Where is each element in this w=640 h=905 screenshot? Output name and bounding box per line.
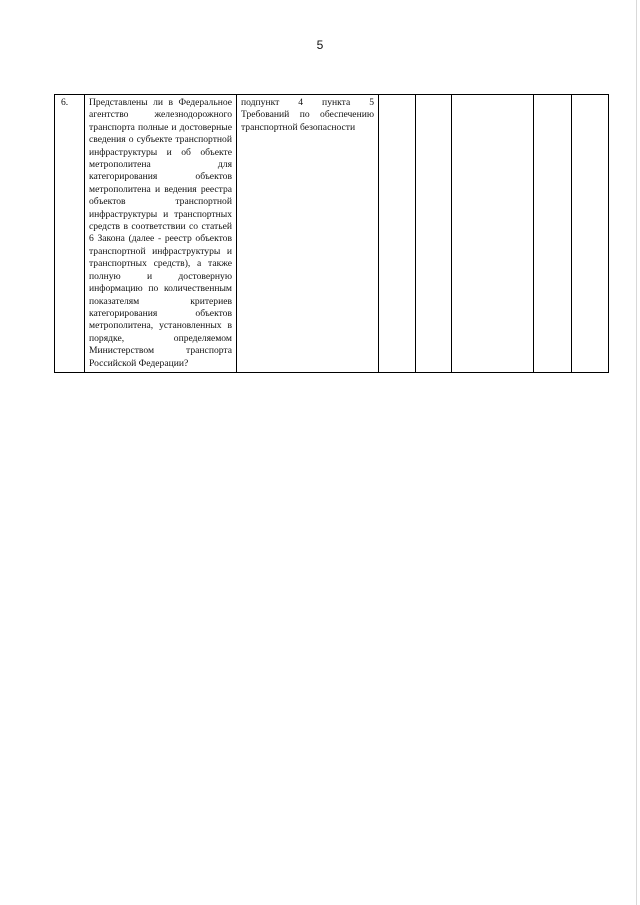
empty-cell-5 [572,95,609,373]
empty-cell-1 [379,95,416,373]
requirement-text: подпункт 4 пункта 5 Требований по обеспечению транспортной безопасности [241,97,374,133]
table-row [55,95,609,373]
page-number: 5 [316,38,324,52]
checklist-table [54,94,609,373]
page-edge [636,0,637,905]
question-text: Представлены ли в Федеральное агентство железнодорожного транспорта полные и достоверные сведения о субъекте транспортной инфраструктуры и об объекте метрополитена для категорирования объектов метрополитена и ведения реестра объектов транспортной инфраструктуры и транспортных средств в соответствии со статьей 6 Закона (далее - реестр объектов транспортной инфраструктуры и транспортных средств), а также полную и достоверную информацию по количественным показателям критериев категорирования объектов метрополитена, установленных в порядке, определяемом Министерством транспорта Российской Федерации? [89,97,232,369]
empty-cell-2 [416,95,452,373]
requirement-cell [237,95,379,373]
question-cell [85,95,237,373]
row-number: 6. [61,97,69,108]
empty-cell-3 [452,95,534,373]
empty-cell-4 [534,95,572,373]
row-number-cell [55,95,85,373]
